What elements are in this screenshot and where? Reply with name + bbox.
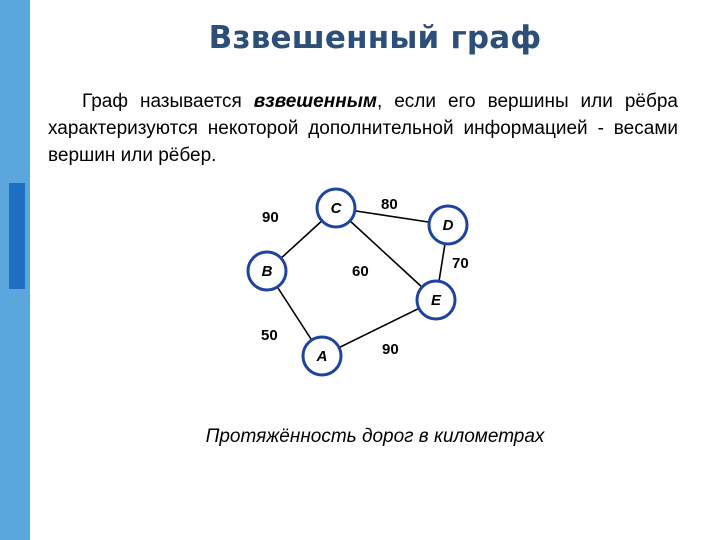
node-label: A [316,348,328,365]
node-d [429,206,467,244]
node-label: C [330,200,342,217]
node-label: E [430,292,442,309]
edge-weight-c-d: 80 [381,196,398,213]
paragraph-text-start: Граф называется [82,91,254,112]
paragraph-text-end: , если его вершины или рёбра характеризуются некоторой дополнительной информацией - весами вершин или рёбер. [48,91,678,166]
edge-weight-a-e: 90 [382,341,399,358]
edge-weight-b-a: 50 [261,327,278,344]
node-a [303,337,341,375]
node-label: B [261,263,273,280]
node-label: D [442,217,454,234]
edge-weight-b-c: 90 [262,209,279,226]
edge-weight-d-e: 70 [452,255,469,272]
graph-caption: Протяжённость дорог в километрах [205,426,545,447]
paragraph-emphasis: взвешенным [253,91,377,112]
page-title: Взвешенный граф [208,20,542,56]
edge-weight-c-e: 60 [352,263,369,280]
node-b [248,252,286,290]
node-c [317,189,355,227]
node-e [417,281,455,319]
